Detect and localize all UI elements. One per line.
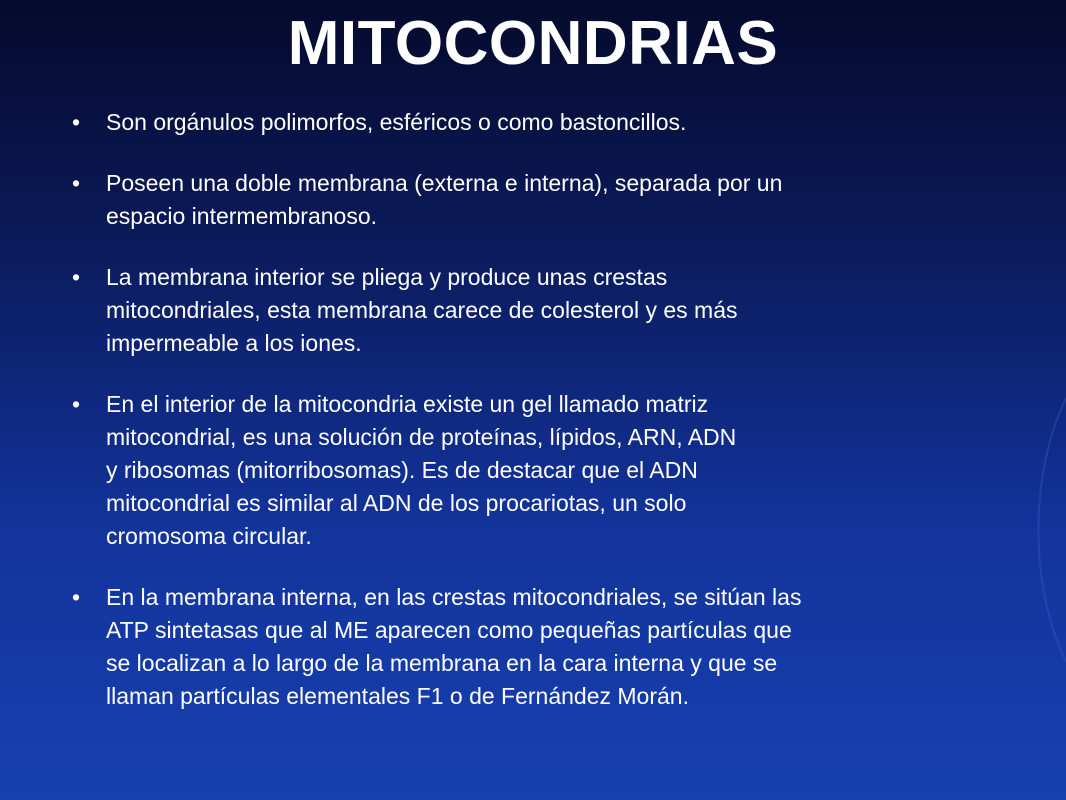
slide-title: MITOCONDRIAS: [287, 9, 779, 78]
bullet-text-line: impermeable a los iones.: [106, 330, 362, 356]
bullet-text-line: cromosoma circular.: [106, 523, 312, 549]
bullet-item-5: [72, 581, 1032, 713]
bullet-dot: •: [72, 109, 81, 135]
bullet-text-line: ATP sintetasas que al ME aparecen como pequeñas partículas que: [106, 617, 792, 643]
bullet-text-line: Son orgánulos polimorfos, esféricos o como bastoncillos.: [106, 109, 687, 135]
bullet-text-line: mitocondrial, es una solución de proteínas, lípidos, ARN, ADN: [106, 424, 737, 450]
bullet-dot: •: [72, 170, 81, 196]
bullet-text-line: mitocondriales, esta membrana carece de colesterol y es más: [106, 297, 738, 323]
bullet-text-line: y ribosomas (mitorribosomas). Es de destacar que el ADN: [106, 457, 698, 483]
bullet-text-line: En el interior de la mitocondria existe un gel llamado matriz: [106, 391, 709, 417]
bullet-text-line: Poseen una doble membrana (externa e interna), separada por un: [106, 170, 783, 196]
bullet-text-line: En la membrana interna, en las crestas mitocondriales, se sitúan las: [106, 584, 802, 610]
bullet-text-line: espacio intermembranoso.: [106, 203, 378, 229]
bullet-text-line: mitocondrial es similar al ADN de los procariotas, un solo: [106, 490, 687, 516]
bullet-item-1: [72, 106, 1032, 139]
bullet-item-3: [72, 261, 1032, 360]
bullet-text-line: llaman partículas elementales F1 o de Fernández Morán.: [106, 683, 689, 709]
bullet-text-line: se localizan a lo largo de la membrana en la cara interna y que se: [106, 650, 778, 676]
bullet-dot: •: [72, 584, 81, 610]
bullet-dot: •: [72, 264, 81, 290]
bullet-dot: •: [72, 391, 81, 417]
bullet-item-2: [72, 167, 1032, 233]
bullet-item-4: [72, 388, 1032, 553]
bullet-list: [72, 106, 1032, 741]
bullet-text-line: La membrana interior se pliega y produce unas crestas: [106, 264, 668, 290]
